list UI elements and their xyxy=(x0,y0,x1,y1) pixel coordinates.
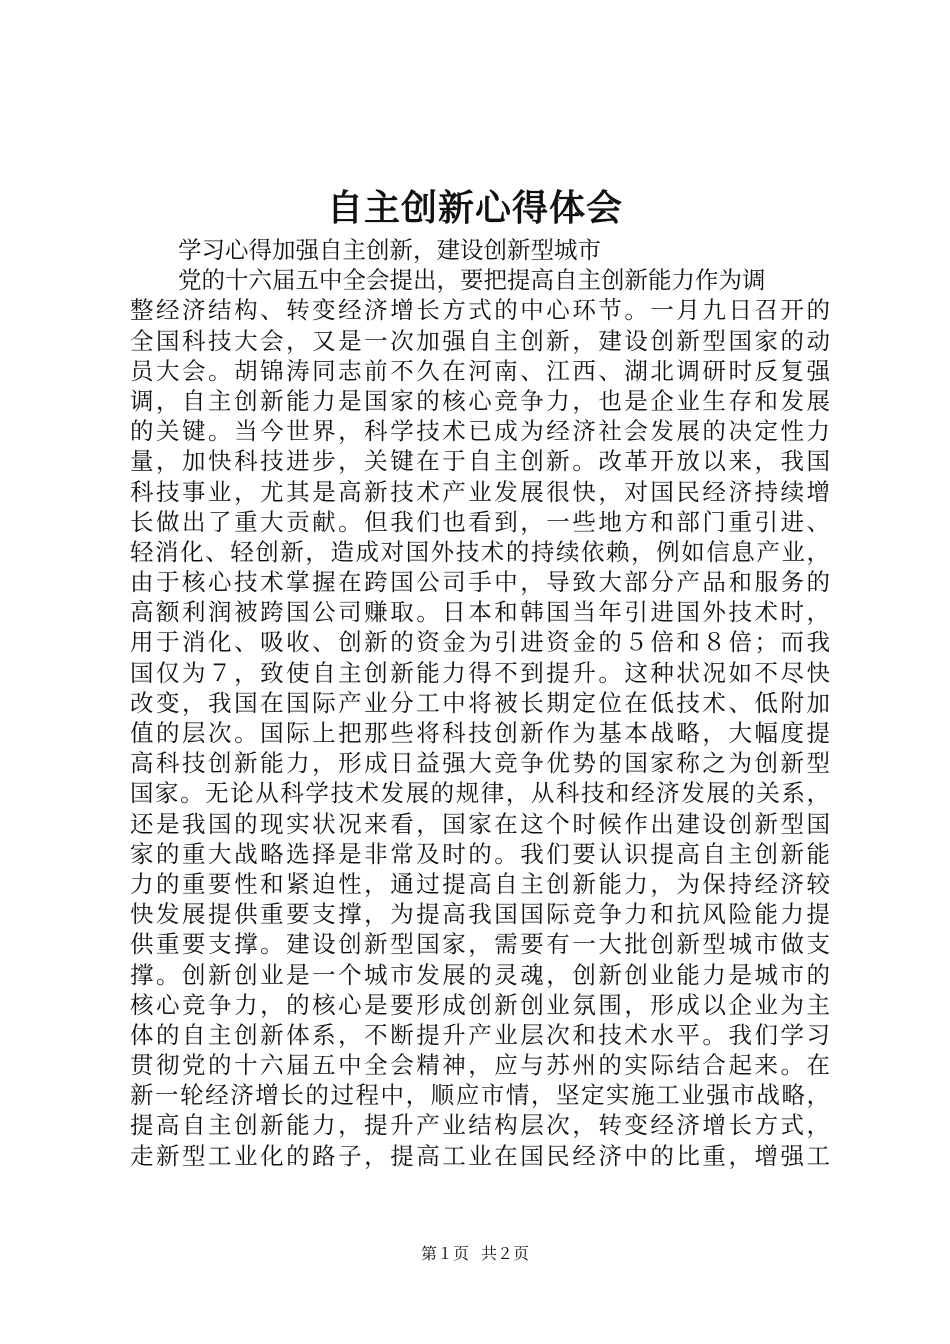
document-subtitle: 学习心得加强自主创新，建设创新型城市 xyxy=(178,236,601,264)
paragraph-line: 值的层次。国际上把那些将科技创新作为基本战略，大幅度提 xyxy=(130,719,830,747)
paragraph-line: 改变，我国在国际产业分工中将被长期定位在低技术、低附加 xyxy=(130,688,830,717)
paragraph-line: 整经济结构、转变经济增长方式的中心环节。一月九日召开的 xyxy=(130,296,830,325)
paragraph-line: 新一轮经济增长的过程中，顺应市情，坚定实施工业强市战略， xyxy=(130,1081,830,1110)
paragraph-line: 的关键。当今世界，科学技术已成为经济社会发展的决定性力 xyxy=(130,417,830,446)
page-footer xyxy=(0,1243,950,1265)
page-total: 共２页 xyxy=(481,1244,530,1263)
paragraph-line: 国家。无论从科学技术发展的规律，从科技和经济发展的关系， xyxy=(130,779,830,808)
paragraph-line: 科技事业，尤其是高新技术产业发展很快，对国民经济持续增 xyxy=(130,477,830,506)
document-title: 自主创新心得体会 xyxy=(326,187,623,229)
paragraph-line: 轻消化、轻创新，造成对国外技术的持续依赖，例如信息产业， xyxy=(130,537,830,566)
document-body xyxy=(130,235,830,1171)
paragraph-line: 国仅为７，致使自主创新能力得不到提升。这种状况如不尽快 xyxy=(130,658,830,687)
paragraph-line: 快发展提供重要支撑，为提高我国国际竞争力和抗风险能力提 xyxy=(130,900,830,929)
paragraph-line: 撑。创新创业是一个城市发展的灵魂，创新创业能力是城市的 xyxy=(130,960,830,989)
paragraph-line: 家的重大战略选择是非常及时的。我们要认识提高自主创新能 xyxy=(130,839,830,868)
page-number: 第１页 xyxy=(420,1244,469,1263)
paragraph-line: 党的十六届五中全会提出，要把提高自主创新能力作为调 xyxy=(178,266,766,295)
paragraph-line: 体的自主创新体系，不断提升产业层次和技术水平。我们学习 xyxy=(130,1020,830,1049)
paragraph-line: 还是我国的现实状况来看，国家在这个时候作出建设创新型国 xyxy=(130,809,830,838)
paragraph-line: 供重要支撑。建设创新型国家，需要有一大批创新型城市做支 xyxy=(130,930,830,959)
paragraph-line: 力的重要性和紧迫性，通过提高自主创新能力，为保持经济较 xyxy=(130,869,830,898)
paragraph-line: 高额利润被跨国公司赚取。日本和韩国当年引进国外技术时， xyxy=(130,598,830,627)
paragraph-line: 调，自主创新能力是国家的核心竞争力，也是企业生存和发展 xyxy=(130,386,830,415)
paragraph-line: 全国科技大会，又是一次加强自主创新，建设创新型国家的动 xyxy=(130,326,830,355)
paragraph-line: 用于消化、吸收、创新的资金为引进资金的５倍和８倍；而我 xyxy=(130,628,830,657)
paragraph-line: 提高自主创新能力，提升产业结构层次，转变经济增长方式， xyxy=(130,1111,830,1140)
paragraph-line: 长做出了重大贡献。但我们也看到，一些地方和部门重引进、 xyxy=(130,507,830,536)
paragraph-line: 走新型工业化的路子，提高工业在国民经济中的比重，增强工 xyxy=(130,1141,830,1170)
paragraph-line: 贯彻党的十六届五中全会精神，应与苏州的实际结合起来。在 xyxy=(130,1051,830,1080)
paragraph-line: 员大会。胡锦涛同志前不久在河南、江西、湖北调研时反复强 xyxy=(130,356,830,385)
paragraph-line: 量，加快科技进步，关键在于自主创新。改革开放以来，我国 xyxy=(130,447,830,476)
paragraph-line: 核心竞争力，的核心是要形成创新创业氛围，形成以企业为主 xyxy=(130,990,830,1019)
paragraph-line: 由于核心技术掌握在跨国公司手中，导致大部分产品和服务的 xyxy=(130,568,830,597)
paragraph-line: 高科技创新能力，形成日益强大竞争优势的国家称之为创新型 xyxy=(130,749,830,778)
